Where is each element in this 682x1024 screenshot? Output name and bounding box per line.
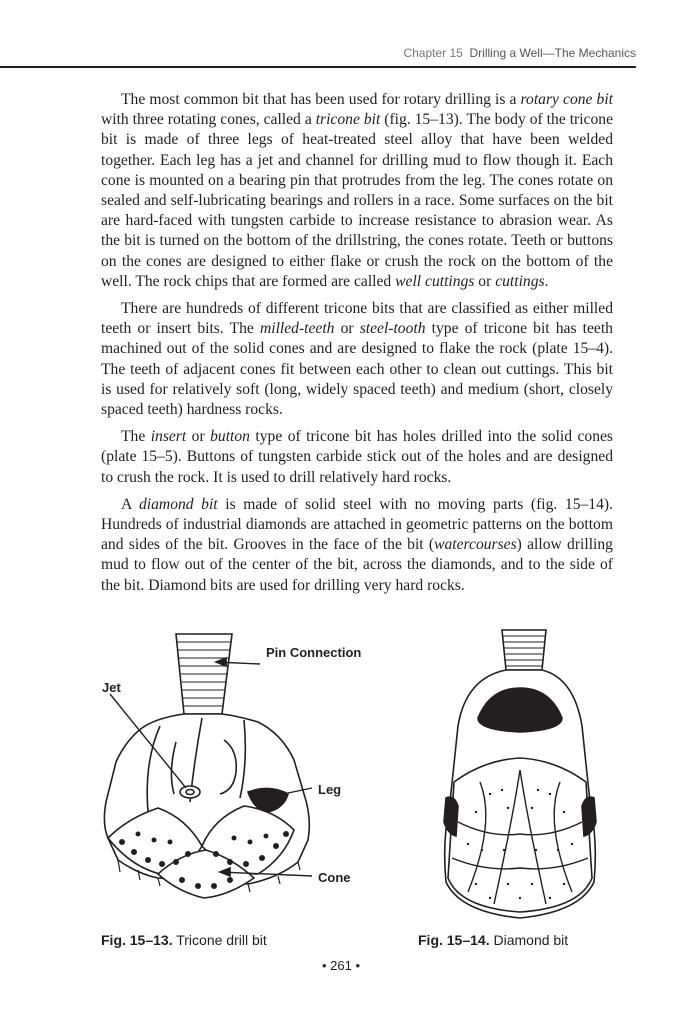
tricone-bit-illustration [98,622,398,922]
figure-number-diamond: Fig. 15–14. [418,932,490,948]
figure-caption-text-diamond: Diamond bit [489,932,569,948]
italic-term: well cuttings [395,272,475,290]
text-run: type of tricone bit has holes drilled into the solid cones (plate 15–5). Buttons of tungsten carbide stick out of the holes and are designed to crush the rock. It is used to drill relatively hard rocks. [101,428,613,486]
paragraph [101,299,613,420]
body-text [101,90,613,603]
text-run: with three rotating cones, called a [101,111,316,129]
text-run: The most common bit that has been used for rotary drilling is a [121,91,521,108]
leg-label: Leg [318,782,342,797]
running-header-chapter: Chapter 15 [403,46,463,60]
paragraph [101,495,613,596]
text-run: is made of solid steel with no moving parts (fig. 15–14). Hundreds of industrial diamonds are attached in geometric patterns on the bottom and sides of the bit. Grooves in the face of the bit ( [101,495,613,554]
page-number: • 261 • [321,958,361,973]
text-run: There are hundreds of different tricone bits that are classified as either milled teeth or insert bits. The [101,300,613,338]
text-run: . [544,272,549,290]
text-run: ) allow drilling mud to flow out of the center of the bit, across the diamonds, and to the side of the bit. Diamond bits are used for drilling very hard rocks. [101,536,613,594]
text-run: A [121,495,139,513]
figure-number-tricone: Fig. 15–13. [101,932,173,948]
italic-term: insert [150,428,187,446]
figure-caption-text-tricone: Tricone drill bit [172,932,267,948]
italic-term: diamond bit [139,495,218,513]
italic-term: button [210,428,250,446]
jet-label: Jet [102,680,121,695]
figure-caption-diamond [418,932,568,948]
text-run: or [474,272,496,290]
text-run: or [334,320,360,338]
cone-label: Cone [318,870,351,885]
text-run: or [186,428,211,446]
running-header [0,46,636,64]
header-rule [0,66,636,68]
italic-term: rotary cone bit [520,91,614,108]
italic-term: watercourses [434,536,517,554]
text-run: The [121,428,151,446]
text-run: type of tricone bit has teeth machined out of the solid cones and are designed to flake the rock (plate 15–4). The teeth of adjacent cones fit between each other to clean out cuttings. This bit is used for relatively soft (long, widely spaced teeth) and medium (short, closely spaced teeth) hardness rocks. [101,320,613,419]
pin-connection-label: Pin Connection [266,645,362,660]
text-run: (fig. 15–13). The body of the tricone bit is made of three legs of heat-treated steel alloy that have been welded together. Each leg has a jet and channel for drilling mud to flow though it. Each cone is mounted on a bearing pin that protrudes from the leg. The cones rotate on sealed and self-lubricating bearings and rollers in a race. Some surfaces on the bit are hard-faced with tungsten carbide to increase resistance to abrasion wear. As the bit is turned on the bottom of the drillstring, the cones rotate. Teeth or buttons on the cones are designed to either flake or crush the rock on the bottom of the well. The rock chips that are formed are called [101,111,613,290]
diamond-bit-illustration [420,622,620,926]
running-header-title: Drilling a Well—The Mechanics [469,46,636,60]
figure-caption-tricone [101,932,267,948]
paragraph [101,90,613,292]
italic-term: cuttings [495,272,545,290]
italic-term: steel-tooth [359,320,426,338]
italic-term: tricone bit [315,111,381,129]
paragraph [101,427,613,488]
italic-term: milled-teeth [259,320,335,338]
